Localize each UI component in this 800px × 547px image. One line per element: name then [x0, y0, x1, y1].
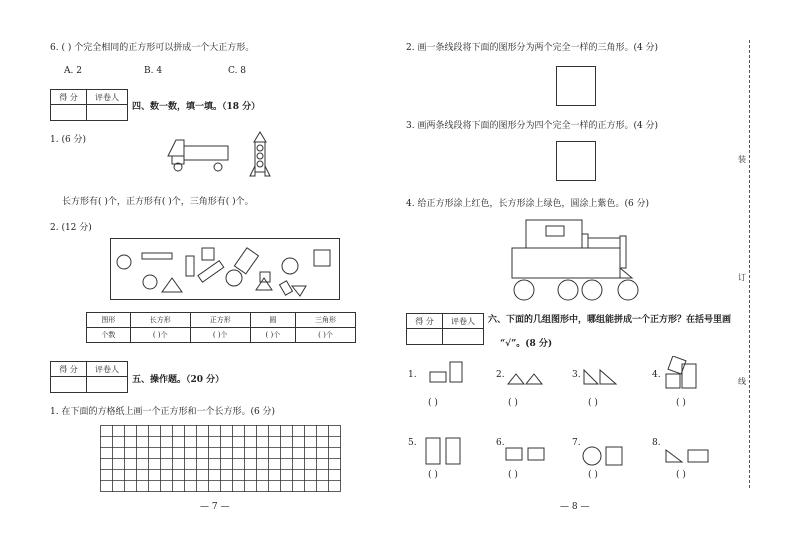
binding-char-zhuang: 装	[738, 155, 746, 164]
count-table	[86, 312, 356, 343]
train-window	[546, 226, 564, 236]
group-6-figure	[504, 446, 548, 462]
binding-char-ding: 订	[738, 273, 746, 282]
section-6-line2: “√”。(8 分)	[500, 339, 553, 349]
binding-char-xian: 线	[738, 377, 746, 386]
truck-body	[184, 146, 228, 160]
q1-fill-line: 长方形有( )个，正方形有( )个，三角形有( )个。	[62, 197, 254, 207]
rectangle-shape	[234, 248, 258, 274]
table-header: 图形	[87, 313, 131, 328]
group-7-label: 7.	[572, 438, 581, 448]
row-label: 个数	[87, 328, 131, 343]
group-4-label: 4.	[652, 370, 661, 380]
score-label: 得 分	[51, 362, 87, 377]
table-header: 正方形	[190, 313, 250, 328]
right-question-4: 4. 给正方形涂上红色，长方形涂上绿色，圆涂上紫色。(6 分)	[406, 199, 650, 209]
train-wheel	[582, 280, 602, 300]
train-cab	[526, 220, 582, 248]
group-2-figure	[506, 370, 546, 386]
truck-cab	[168, 140, 184, 156]
q2-label: 2. (12 分)	[50, 223, 92, 233]
square-figure-q3	[556, 141, 596, 181]
score-box-left-1	[50, 89, 128, 121]
group-3-figure	[582, 366, 622, 386]
square-shape	[260, 272, 270, 282]
group-2-answer[interactable]: ( )	[508, 398, 518, 408]
circle-shape	[226, 270, 242, 286]
train-wheel	[558, 280, 578, 300]
rectangle-shape	[186, 256, 194, 276]
grid-paper[interactable]	[100, 425, 341, 492]
circle-shape	[282, 258, 298, 274]
grader-label: 评卷人	[87, 90, 127, 105]
right-question-2: 2. 画一条线段将下面的图形分为两个完全一样的三角形。(4 分)	[406, 43, 659, 53]
group-8-figure	[664, 446, 712, 464]
group-3-answer[interactable]: ( )	[588, 398, 598, 408]
train-front-triangle	[620, 268, 632, 278]
group-8-label: 8.	[652, 438, 661, 448]
square-figure-q2	[556, 66, 596, 106]
truck-wheel	[214, 163, 222, 171]
group-8-answer[interactable]: ( )	[676, 470, 686, 480]
group-7-answer[interactable]: ( )	[588, 470, 598, 480]
group-7-figure	[580, 444, 624, 468]
grader-cell[interactable]	[87, 105, 127, 120]
score-box-left-2	[50, 361, 128, 393]
circle-shape	[117, 255, 131, 269]
option-b: B. 4	[144, 66, 163, 76]
score-label: 得 分	[51, 90, 87, 105]
score-cell[interactable]	[407, 329, 443, 344]
page-number-8: — 8 —	[560, 502, 590, 512]
count-cell[interactable]: ( )个	[190, 328, 250, 343]
table-header: 圆	[250, 313, 295, 328]
grader-label: 评卷人	[87, 362, 127, 377]
group-2-label: 2.	[496, 370, 505, 380]
section-5-title: 五、操作题。（20 分）	[132, 375, 225, 385]
count-cell[interactable]: ( )个	[250, 328, 295, 343]
right-question-3: 3. 画两条线段将下面的图形分为四个完全一样的正方形。(4 分)	[406, 121, 659, 131]
triangle-shape	[292, 286, 306, 296]
grader-cell[interactable]	[443, 329, 483, 344]
group-6-answer[interactable]: ( )	[508, 470, 518, 480]
train-body	[512, 248, 620, 278]
square-shape	[314, 250, 330, 266]
grader-cell[interactable]	[87, 377, 127, 392]
table-header: 三角形	[296, 313, 356, 328]
score-box-right	[406, 313, 484, 345]
count-cell[interactable]: ( )个	[130, 328, 190, 343]
group-5-answer[interactable]: ( )	[428, 470, 438, 480]
score-cell[interactable]	[51, 377, 87, 392]
shapes-box	[110, 238, 340, 300]
binding-line	[749, 40, 750, 488]
group-5-figure	[424, 436, 464, 466]
count-cell[interactable]: ( )个	[296, 328, 356, 343]
square-shape	[202, 248, 214, 260]
option-c: C. 8	[228, 66, 247, 76]
train-wheel	[514, 280, 534, 300]
grader-label: 评卷人	[443, 314, 483, 329]
q1-label: 1. (6 分)	[50, 135, 87, 145]
page-number-7: — 7 —	[200, 502, 230, 512]
group-1-label: 1.	[408, 370, 417, 380]
truck-rocket-figure	[160, 128, 280, 188]
score-label: 得 分	[407, 314, 443, 329]
rectangle-shape	[198, 261, 224, 282]
train-figure	[506, 204, 646, 304]
group-4-figure	[664, 356, 708, 392]
group-1-figure	[428, 360, 468, 386]
group-6-label: 6.	[496, 438, 505, 448]
section-6-line1: 六、下面的几组图形中，哪组能拼成一个正方形？在括号里画	[488, 315, 732, 325]
rectangle-shape	[280, 281, 293, 295]
rocket-fin	[265, 166, 270, 176]
group-1-answer[interactable]: ( )	[428, 398, 438, 408]
circle-shape	[143, 275, 157, 289]
train-chimney	[582, 234, 588, 248]
rectangle-shape	[142, 253, 172, 259]
option-a: A. 2	[64, 66, 82, 76]
group-4-answer[interactable]: ( )	[676, 398, 686, 408]
question-6: 6. ( ) 个完全相同的正方形可以拼成一个大正方形。	[50, 43, 255, 53]
triangle-shape	[162, 278, 182, 292]
train-wheel	[618, 280, 638, 300]
rocket-fin	[250, 166, 255, 176]
group-3-label: 3.	[572, 370, 581, 380]
group-5-label: 5.	[408, 438, 417, 448]
rocket-nose	[254, 132, 266, 142]
operation-1: 1. 在下面的方格纸上画一个正方形和一个长方形。(6 分)	[50, 407, 276, 417]
section-4-title: 四、数一数，填一填。（18 分）	[132, 102, 261, 112]
table-header: 长方形	[130, 313, 190, 328]
score-cell[interactable]	[51, 105, 87, 120]
